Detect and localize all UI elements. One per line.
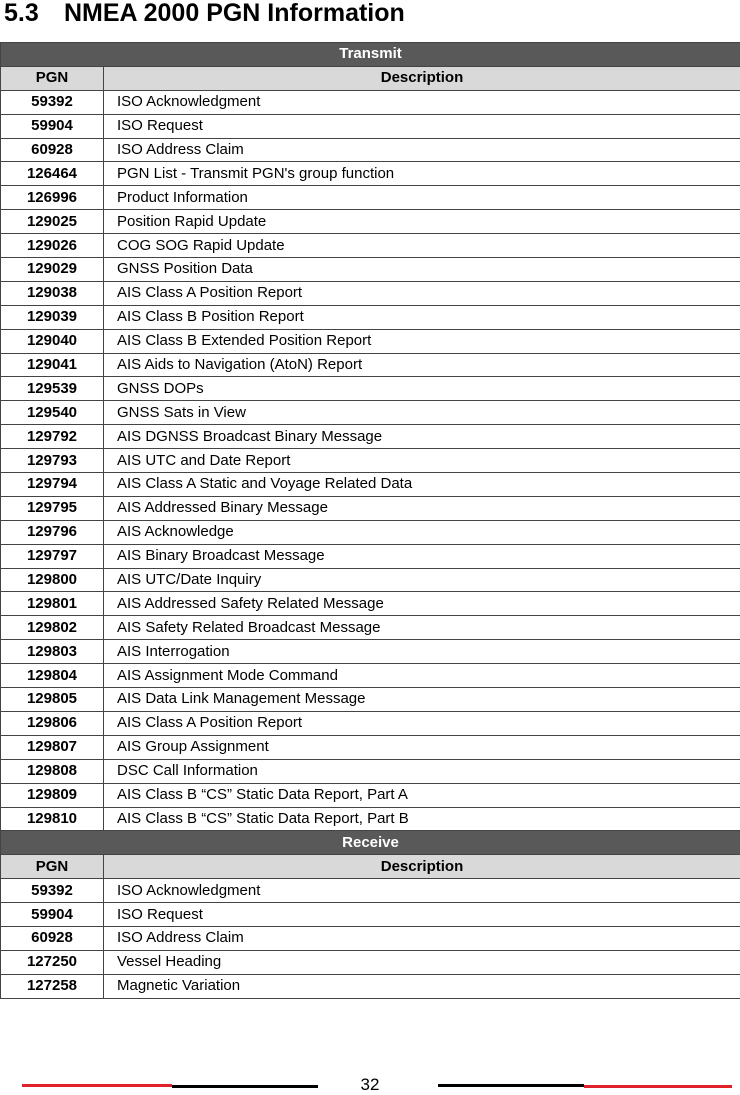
- section-number: 5.3: [4, 0, 39, 27]
- pgn-number: 129792: [1, 425, 104, 449]
- pgn-description: AIS Binary Broadcast Message: [104, 544, 740, 568]
- pgn-number: 127250: [1, 950, 104, 974]
- pgn-number: 129808: [1, 759, 104, 783]
- pgn-number: 129038: [1, 281, 104, 305]
- pgn-number: 59392: [1, 90, 104, 114]
- pgn-table-body: [1, 43, 740, 999]
- pgn-number: 129041: [1, 353, 104, 377]
- pgn-description: AIS Addressed Safety Related Message: [104, 592, 740, 616]
- pgn-number: 129539: [1, 377, 104, 401]
- table-row: [1, 640, 740, 664]
- pgn-number: 60928: [1, 138, 104, 162]
- pgn-description: ISO Request: [104, 903, 740, 927]
- table-row: [1, 138, 740, 162]
- pgn-description: AIS Class B “CS” Static Data Report, Part A: [104, 783, 740, 807]
- table-row: [1, 473, 740, 497]
- table-row: [1, 544, 740, 568]
- pgn-number: 59904: [1, 903, 104, 927]
- table-row: [1, 90, 740, 114]
- pgn-description: ISO Request: [104, 114, 740, 138]
- description-column-header: Description: [104, 66, 740, 90]
- pgn-number: 129797: [1, 544, 104, 568]
- table-row: [1, 186, 740, 210]
- pgn-number: 129805: [1, 688, 104, 712]
- pgn-description: COG SOG Rapid Update: [104, 234, 740, 258]
- table-row: [1, 353, 740, 377]
- pgn-description: AIS DGNSS Broadcast Binary Message: [104, 425, 740, 449]
- pgn-description: Position Rapid Update: [104, 210, 740, 234]
- pgn-description: AIS Interrogation: [104, 640, 740, 664]
- pgn-table: [0, 42, 740, 999]
- pgn-description: AIS Group Assignment: [104, 735, 740, 759]
- pgn-number: 129796: [1, 520, 104, 544]
- table-row: [1, 926, 740, 950]
- pgn-description: AIS Data Link Management Message: [104, 688, 740, 712]
- table-row: [1, 879, 740, 903]
- pgn-description: ISO Address Claim: [104, 926, 740, 950]
- table-row: [1, 711, 740, 735]
- pgn-number: 129801: [1, 592, 104, 616]
- description-column-header: Description: [104, 855, 740, 879]
- pgn-description: GNSS DOPs: [104, 377, 740, 401]
- page-number: 32: [360, 1075, 380, 1094]
- table-row: [1, 664, 740, 688]
- pgn-number: 129807: [1, 735, 104, 759]
- pgn-description: AIS Class B “CS” Static Data Report, Part B: [104, 807, 740, 831]
- table-row: [1, 974, 740, 998]
- pgn-number: 129026: [1, 234, 104, 258]
- table-row: [1, 759, 740, 783]
- pgn-description: ISO Address Claim: [104, 138, 740, 162]
- table-row: [1, 377, 740, 401]
- table-row: [1, 783, 740, 807]
- pgn-description: Vessel Heading: [104, 950, 740, 974]
- table-row: [1, 449, 740, 473]
- pgn-number: 59392: [1, 879, 104, 903]
- pgn-column-header: PGN: [1, 855, 104, 879]
- pgn-description: AIS Addressed Binary Message: [104, 496, 740, 520]
- pgn-description: Magnetic Variation: [104, 974, 740, 998]
- pgn-description: GNSS Position Data: [104, 258, 740, 282]
- pgn-number: 129040: [1, 329, 104, 353]
- table-row: [1, 234, 740, 258]
- pgn-description: AIS Class A Static and Voyage Related Data: [104, 473, 740, 497]
- table-row: [1, 592, 740, 616]
- section-heading: [4, 0, 405, 30]
- pgn-number: 129810: [1, 807, 104, 831]
- pgn-description: ISO Acknowledgment: [104, 90, 740, 114]
- table-row: [1, 950, 740, 974]
- pgn-description: ISO Acknowledgment: [104, 879, 740, 903]
- pgn-number: 129795: [1, 496, 104, 520]
- table-row: [1, 114, 740, 138]
- pgn-description: AIS Safety Related Broadcast Message: [104, 616, 740, 640]
- pgn-description: AIS Class B Extended Position Report: [104, 329, 740, 353]
- table-row: [1, 903, 740, 927]
- pgn-number: 60928: [1, 926, 104, 950]
- table-row: [1, 568, 740, 592]
- table-row: [1, 329, 740, 353]
- transmit-section-row: [1, 43, 740, 67]
- pgn-description: Product Information: [104, 186, 740, 210]
- pgn-number: 127258: [1, 974, 104, 998]
- table-row: [1, 425, 740, 449]
- pgn-number: 129793: [1, 449, 104, 473]
- pgn-description: AIS Assignment Mode Command: [104, 664, 740, 688]
- pgn-number: 129809: [1, 783, 104, 807]
- pgn-description: AIS UTC/Date Inquiry: [104, 568, 740, 592]
- pgn-number: 129794: [1, 473, 104, 497]
- pgn-number: 129804: [1, 664, 104, 688]
- pgn-description: PGN List - Transmit PGN's group function: [104, 162, 740, 186]
- pgn-description: AIS Class A Position Report: [104, 281, 740, 305]
- pgn-description: AIS Aids to Navigation (AtoN) Report: [104, 353, 740, 377]
- pgn-number: 126996: [1, 186, 104, 210]
- table-row: [1, 520, 740, 544]
- pgn-number: 129540: [1, 401, 104, 425]
- pgn-description: DSC Call Information: [104, 759, 740, 783]
- pgn-number: 129802: [1, 616, 104, 640]
- table-row: [1, 616, 740, 640]
- table-row: [1, 210, 740, 234]
- pgn-number: 129025: [1, 210, 104, 234]
- pgn-description: AIS Class B Position Report: [104, 305, 740, 329]
- pgn-number: 129029: [1, 258, 104, 282]
- receive-section-row: [1, 831, 740, 855]
- pgn-number: 126464: [1, 162, 104, 186]
- table-row: [1, 496, 740, 520]
- pgn-number: 59904: [1, 114, 104, 138]
- receive-section-title: Receive: [1, 831, 740, 855]
- section-title: NMEA 2000 PGN Information: [64, 0, 405, 27]
- table-row: [1, 401, 740, 425]
- pgn-number: 129800: [1, 568, 104, 592]
- footer-rule-right-red: [584, 1085, 732, 1088]
- pgn-number: 129803: [1, 640, 104, 664]
- pgn-description: AIS UTC and Date Report: [104, 449, 740, 473]
- pgn-number: 129806: [1, 711, 104, 735]
- pgn-description: AIS Acknowledge: [104, 520, 740, 544]
- footer-rule-right-black: [438, 1084, 584, 1087]
- table-row: [1, 735, 740, 759]
- pgn-column-header: PGN: [1, 66, 104, 90]
- transmit-column-header-row: [1, 66, 740, 90]
- transmit-section-title: Transmit: [1, 43, 740, 67]
- pgn-description: AIS Class A Position Report: [104, 711, 740, 735]
- table-row: [1, 162, 740, 186]
- pgn-description: GNSS Sats in View: [104, 401, 740, 425]
- table-row: [1, 258, 740, 282]
- table-row: [1, 281, 740, 305]
- table-row: [1, 688, 740, 712]
- table-row: [1, 305, 740, 329]
- table-row: [1, 807, 740, 831]
- receive-column-header-row: [1, 855, 740, 879]
- pgn-number: 129039: [1, 305, 104, 329]
